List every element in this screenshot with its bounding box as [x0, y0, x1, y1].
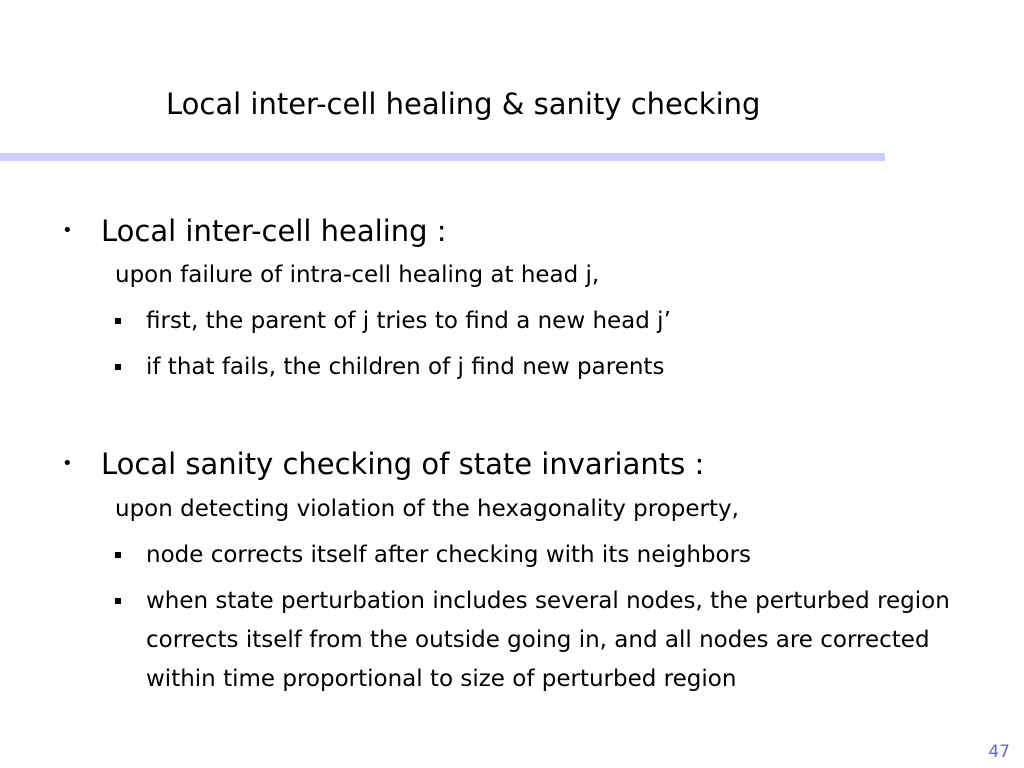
bullet-dot-icon: • — [62, 453, 73, 474]
list-item-text: if that fails, the children of j find new parents — [146, 354, 665, 380]
list-item-text: when state perturbation includes several nodes, the perturbed region corrects itself from the outside going in, and all nodes are corrected within time proportional to size of perturbed region — [146, 588, 950, 692]
square-bullet-icon — [115, 552, 121, 558]
section-heading-text: Local sanity checking of state invariants : — [101, 447, 705, 481]
page-number: 47 — [988, 742, 1010, 762]
square-bullet-icon — [115, 364, 121, 370]
list-item-text: node corrects itself after checking with its neighbors — [146, 542, 752, 568]
slide-title: Local inter-cell healing & sanity checking — [166, 87, 761, 121]
square-bullet-icon — [115, 598, 121, 604]
bullet-dot-icon: • — [62, 220, 73, 241]
section-heading-text: Local inter-cell healing : — [101, 214, 447, 248]
section-intro-2: upon detecting violation of the hexagonality property, — [115, 496, 739, 522]
list-item-text: first, the parent of j tries to find a new head j’ — [146, 308, 671, 334]
square-bullet-icon — [115, 318, 121, 324]
title-rule — [0, 153, 885, 161]
section-intro-1: upon failure of intra-cell healing at head j, — [115, 262, 600, 288]
